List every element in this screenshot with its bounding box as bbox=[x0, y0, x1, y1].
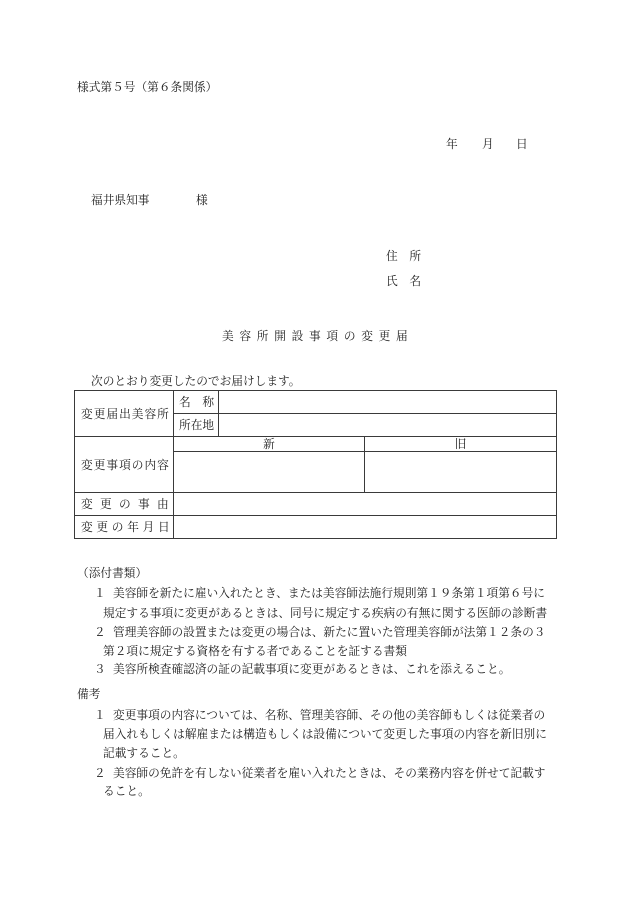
salon-name-field bbox=[219, 391, 557, 414]
note-item-line: 届入れもしくは解雇または構造もしくは設備について変更した事項の内容を新旧別に bbox=[103, 727, 547, 741]
document-title: 美 容 所 開 設 事 項 の 変 更 届 bbox=[222, 329, 409, 343]
note-item-line: ること。 bbox=[103, 784, 150, 798]
note-item-number: １ bbox=[94, 708, 106, 722]
salon-name-label: 名 称 bbox=[179, 395, 215, 409]
new-header-cell bbox=[174, 437, 365, 452]
form-number: 様式第５号（第６条関係） bbox=[77, 80, 218, 94]
old-header-cell bbox=[365, 437, 557, 452]
salon-label: 変更届出美容所 bbox=[81, 406, 170, 421]
old-header: 旧 bbox=[454, 437, 467, 451]
salon-address-field bbox=[219, 414, 557, 437]
date-day-label: 日 bbox=[516, 137, 528, 151]
applicant-address-label: 住 所 bbox=[386, 249, 422, 263]
change-date-label-cell bbox=[75, 516, 174, 539]
date-month-label: 月 bbox=[482, 137, 494, 151]
changes-label: 変更事項の内容 bbox=[81, 457, 170, 472]
applicant-name-label: 氏 名 bbox=[386, 274, 422, 288]
attachments-heading: （添付書類） bbox=[77, 566, 148, 580]
new-header: 新 bbox=[263, 437, 275, 451]
salon-label-cell bbox=[75, 391, 174, 437]
change-form-table bbox=[74, 390, 557, 539]
note-item-line: 記載すること。 bbox=[103, 746, 185, 760]
date-year-label: 年 bbox=[446, 137, 458, 151]
reason-label-cell bbox=[75, 493, 174, 516]
note-item-line: 美容師の免許を有しない従業者を雇い入れたときは、その業務内容を併せて記載す bbox=[113, 766, 546, 780]
attachment-item-line: 第２項に規定する資格を有する者であることを証する書類 bbox=[103, 644, 407, 658]
attachment-item-line: 美容所検査確認済の証の記載事項に変更があるときは、これを添えること。 bbox=[113, 662, 511, 676]
new-content-field bbox=[174, 452, 365, 493]
old-content-field bbox=[365, 452, 557, 493]
attachment-item-line: 規定する事項に変更があるときは、同号に規定する疾病の有無に関する医師の診断書 bbox=[103, 606, 548, 620]
notes-heading: 備考 bbox=[77, 687, 101, 701]
changes-label-cell bbox=[75, 437, 174, 493]
change-date-label: 変 更 の 年 月 日 bbox=[81, 520, 170, 534]
addressee-name: 福井県知事 bbox=[91, 193, 150, 207]
change-date-field bbox=[174, 516, 557, 539]
reason-label: 変 更 の 事 由 bbox=[81, 497, 171, 511]
salon-address-label: 所在地 bbox=[179, 418, 215, 432]
attachment-item-line: 美容師を新たに雇い入れたとき、または美容師法施行規則第１９条第１項第６号に bbox=[113, 586, 545, 600]
attachment-item-number: ３ bbox=[94, 662, 106, 676]
intro-text: 次のとおり変更したのでお届けします。 bbox=[91, 374, 301, 388]
note-item-number: ２ bbox=[94, 766, 106, 780]
reason-field bbox=[174, 493, 557, 516]
attachment-item-number: １ bbox=[94, 586, 106, 600]
salon-address-label-cell bbox=[174, 414, 219, 437]
attachment-item-line: 管理美容師の設置または変更の場合は、新たに置いた管理美容師が法第１２条の３ bbox=[113, 625, 546, 639]
note-item-line: 変更事項の内容については、名称、管理美容師、その他の美容師もしくは従業者の bbox=[113, 708, 546, 722]
addressee-honorific: 様 bbox=[196, 193, 208, 207]
salon-name-label-cell bbox=[174, 391, 219, 414]
attachment-item-number: ２ bbox=[94, 625, 106, 639]
